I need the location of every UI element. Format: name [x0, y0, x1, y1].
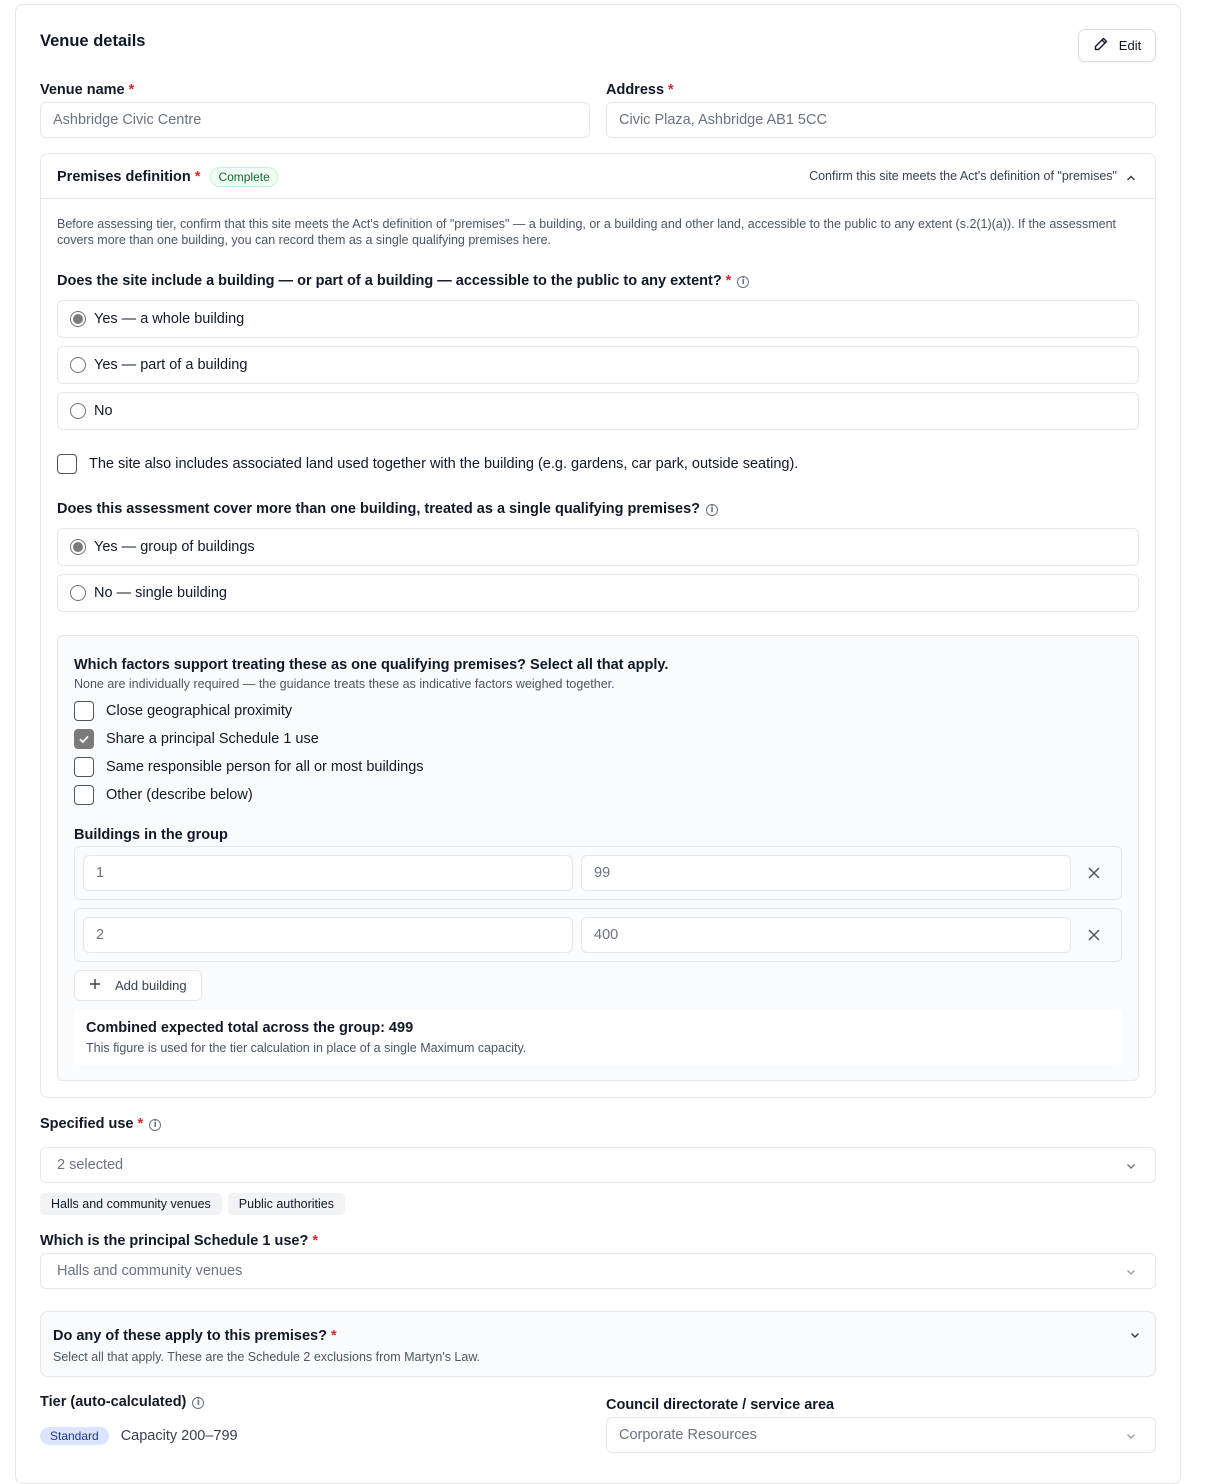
factor-schedule-use[interactable] — [74, 729, 319, 749]
combined-total-box — [74, 1009, 1122, 1065]
card-title: Venue details — [40, 32, 146, 50]
radio-no-building[interactable] — [57, 392, 1139, 430]
combined-total: Combined expected total across the group: 499 — [86, 1020, 414, 1036]
associated-land-label: The site also includes associated land used together with the building (e.g. gardens, car park, outside seating). — [89, 456, 799, 472]
building-row — [74, 908, 1122, 962]
radio-group-buildings[interactable] — [57, 528, 1139, 566]
factor-label: Same responsible person for all or most buildings — [106, 759, 424, 775]
specified-use-select[interactable] — [40, 1147, 1156, 1183]
principal-use-select[interactable] — [40, 1253, 1156, 1289]
principal-use-label: Which is the principal Schedule 1 use? * — [40, 1233, 318, 1249]
radio-button[interactable] — [70, 403, 86, 419]
plus-icon — [89, 978, 101, 993]
radio-single-building[interactable] — [57, 574, 1139, 612]
premises-intro: Before assessing tier, confirm that this site meets the Act's definition of "premises" — a building, or a building and other land, accessible to the public to any extent (s.2(1)(a)). If the assessment covers more than one building, you can record them as a single qualifying premises here. — [57, 217, 1117, 247]
question-building-access: Does the site include a building — or part of a building — accessible to the public to any extent? * i — [57, 273, 749, 289]
chevron-down-icon — [1125, 1266, 1137, 1282]
building-name-input[interactable]: 2 — [83, 917, 573, 953]
radio-whole-building[interactable] — [57, 300, 1139, 338]
group-factors-box — [57, 635, 1139, 1081]
building-capacity-input[interactable]: 99 — [581, 855, 1071, 891]
edit-label: Edit — [1118, 38, 1142, 53]
tier-label: Tier (auto-calculated) i — [40, 1394, 204, 1410]
building-name-input[interactable]: 1 — [83, 855, 573, 891]
info-icon[interactable]: i — [149, 1119, 161, 1131]
check-icon — [77, 732, 91, 746]
premises-header-hint: Confirm this site meets the Act's definition of "premises" — [809, 169, 1117, 183]
pencil-icon — [1093, 36, 1109, 55]
factor-checkbox-checked[interactable] — [74, 729, 94, 749]
radio-button-selected[interactable] — [70, 311, 86, 327]
building-capacity-input[interactable]: 400 — [581, 917, 1071, 953]
tier-badge: Standard — [40, 1427, 109, 1445]
premises-panel-header[interactable] — [41, 154, 1155, 199]
use-chip: Halls and community venues — [40, 1193, 222, 1215]
buildings-title: Buildings in the group — [74, 827, 228, 843]
radio-label: Yes — a whole building — [94, 311, 245, 327]
premises-definition-panel — [40, 153, 1156, 1098]
premises-title: Premises definition * Complete — [57, 167, 278, 187]
add-building-button[interactable] — [74, 970, 202, 1001]
radio-button-selected[interactable] — [70, 539, 86, 555]
close-icon[interactable] — [1085, 864, 1103, 882]
factor-other[interactable] — [74, 785, 253, 805]
factor-checkbox[interactable] — [74, 757, 94, 777]
directorate-select[interactable] — [606, 1417, 1156, 1453]
factors-title: Which factors support treating these as one qualifying premises? Select all that apply. — [74, 657, 669, 673]
chevron-down-icon — [1125, 1160, 1137, 1176]
factor-proximity[interactable] — [74, 701, 292, 721]
factor-label: Close geographical proximity — [106, 703, 293, 719]
venue-details-card — [15, 4, 1181, 1484]
address-label: Address * — [606, 82, 674, 98]
close-icon[interactable] — [1085, 926, 1103, 944]
radio-label: No — single building — [94, 585, 227, 601]
tier-value — [40, 1427, 238, 1445]
chevron-up-icon[interactable] — [1125, 171, 1137, 189]
address-input[interactable]: Civic Plaza, Ashbridge AB1 5CC — [606, 102, 1156, 138]
venue-name-input[interactable]: Ashbridge Civic Centre — [40, 102, 590, 138]
directorate-label: Council directorate / service area — [606, 1397, 835, 1413]
factor-responsible-person[interactable] — [74, 757, 424, 777]
tier-capacity: Capacity 200–799 — [120, 1428, 238, 1444]
info-icon[interactable]: i — [706, 504, 718, 516]
directorate-value: Corporate Resources — [619, 1427, 757, 1443]
specified-use-summary: 2 selected — [57, 1157, 124, 1173]
radio-label: Yes — part of a building — [94, 357, 248, 373]
specified-use-chips — [40, 1193, 351, 1215]
chevron-down-icon[interactable] — [1129, 1328, 1141, 1346]
add-building-label: Add building — [115, 978, 187, 993]
exclusions-title: Do any of these apply to this premises? * — [53, 1328, 337, 1344]
associated-land-checkbox[interactable] — [57, 454, 77, 474]
radio-part-building[interactable] — [57, 346, 1139, 384]
radio-label: Yes — group of buildings — [94, 539, 255, 555]
status-badge: Complete — [210, 167, 277, 187]
radio-button[interactable] — [70, 585, 86, 601]
building-row — [74, 846, 1122, 900]
radio-label: No — [94, 403, 113, 419]
combined-total-note: This figure is used for the tier calculation in place of a single Maximum capacity. — [86, 1041, 527, 1055]
factor-checkbox[interactable] — [74, 785, 94, 805]
chevron-down-icon — [1125, 1430, 1137, 1446]
edit-button[interactable] — [1078, 29, 1156, 62]
question-multiple-buildings: Does this assessment cover more than one building, treated as a single qualifying premises? i — [57, 501, 718, 517]
info-icon[interactable]: i — [192, 1397, 204, 1409]
associated-land-checkbox-row[interactable] — [57, 454, 798, 474]
radio-button[interactable] — [70, 357, 86, 373]
factors-subtitle: None are individually required — the guidance treats these as indicative factors weighed together. — [74, 677, 615, 691]
use-chip: Public authorities — [228, 1193, 345, 1215]
factor-label: Other (describe below) — [106, 787, 253, 803]
factor-label: Share a principal Schedule 1 use — [106, 731, 319, 747]
principal-use-value: Halls and community venues — [57, 1263, 243, 1279]
exclusions-subtitle: Select all that apply. These are the Schedule 2 exclusions from Martyn's Law. — [53, 1350, 481, 1364]
specified-use-label: Specified use * i — [40, 1116, 161, 1132]
exclusions-accordion[interactable] — [40, 1311, 1156, 1377]
info-icon[interactable]: i — [737, 276, 749, 288]
factor-checkbox[interactable] — [74, 701, 94, 721]
venue-name-label: Venue name * — [40, 82, 135, 98]
